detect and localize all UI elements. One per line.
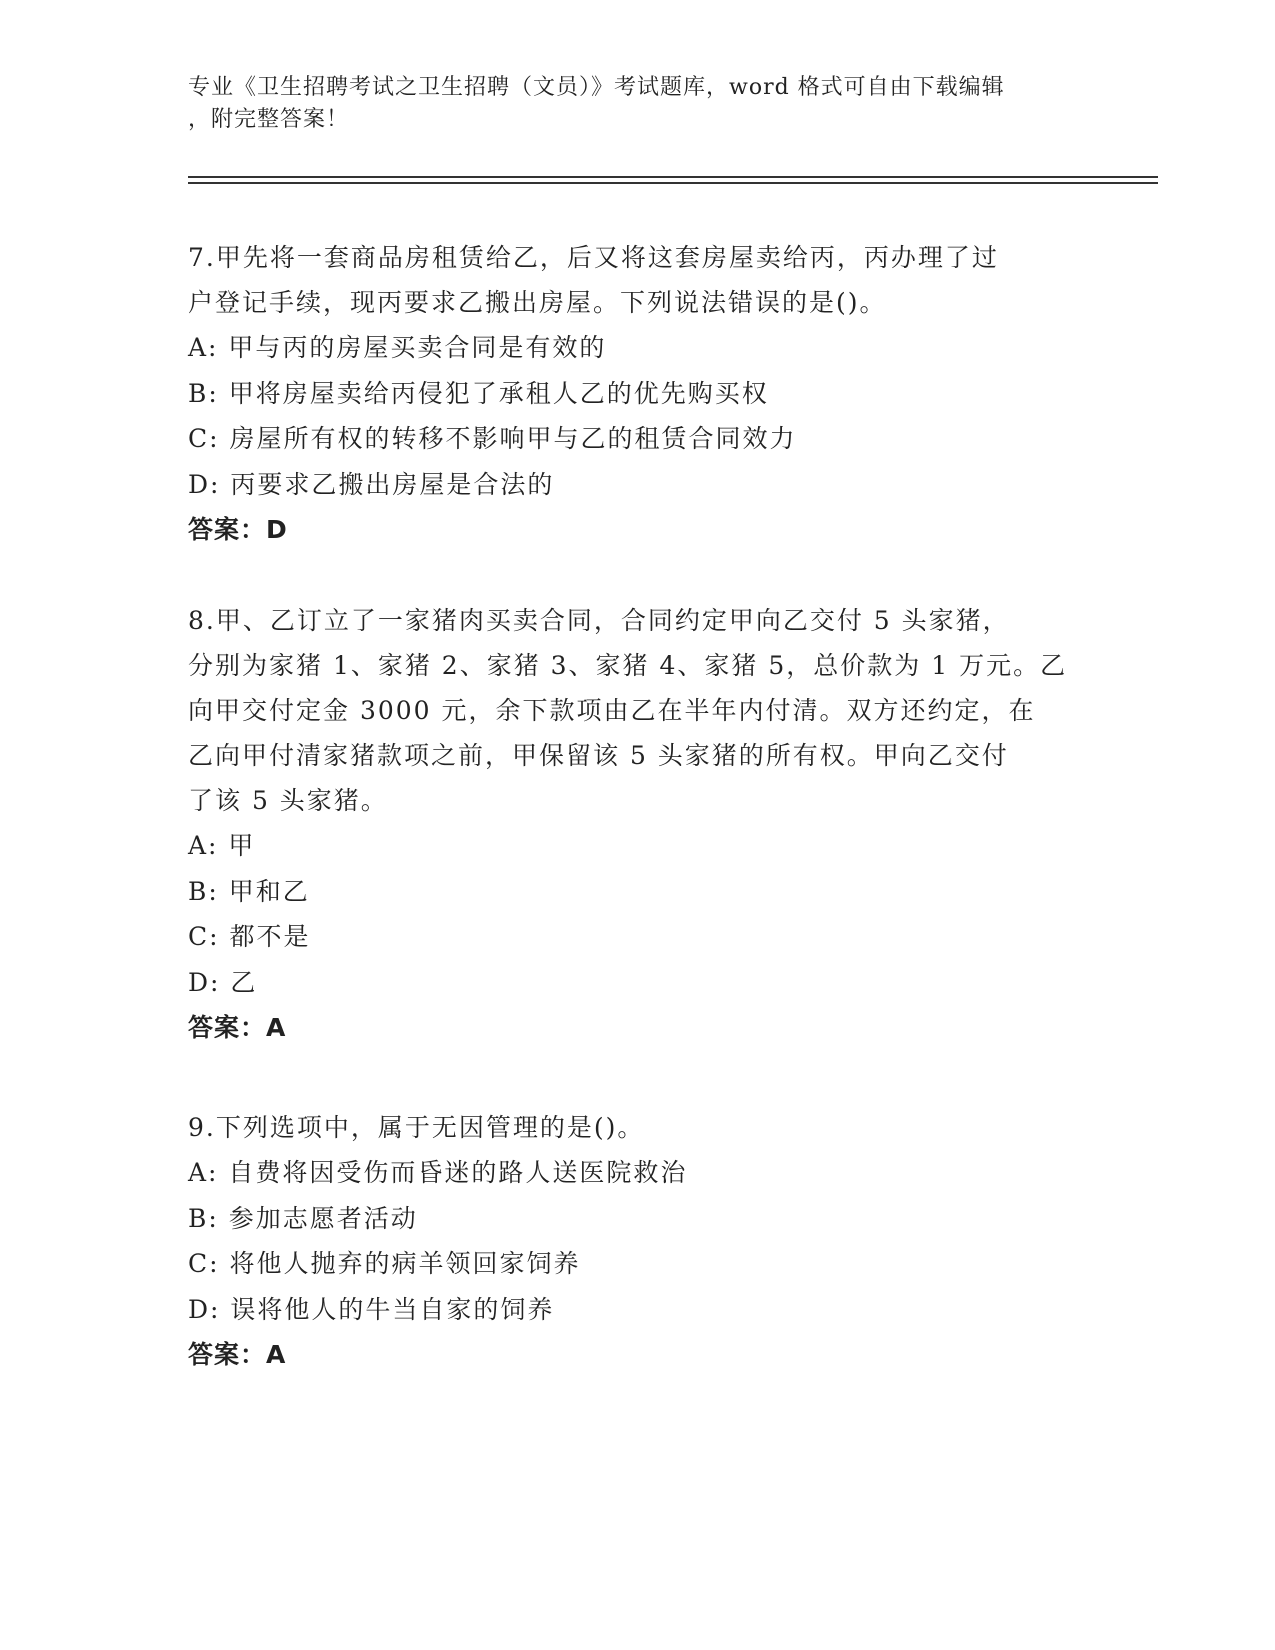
question-7 bbox=[188, 235, 1088, 553]
question-stem-line: 了该 5 头家猪。 bbox=[188, 786, 388, 815]
question-9 bbox=[188, 1105, 1088, 1378]
question-stem-line: 乙向甲付清家猪款项之前，甲保留该 5 头家猪的所有权。甲向乙交付 bbox=[188, 741, 1009, 770]
option-a: A: 自费将因受伤而昏迷的路人送医院救治 bbox=[188, 1158, 688, 1187]
header-line-1: 专业《卫生招聘考试之卫生招聘（文员）》考试题库，word 格式可自由下载编辑 bbox=[188, 75, 1005, 100]
option-a: A: 甲 bbox=[188, 831, 256, 860]
answer: 答案：A bbox=[188, 1340, 287, 1369]
option-c: C: 都不是 bbox=[188, 922, 311, 951]
option-b: B: 甲和乙 bbox=[188, 876, 310, 906]
option-c: C: 房屋所有权的转移不影响甲与乙的租赁合同效力 bbox=[188, 424, 797, 453]
header-divider-bottom bbox=[188, 182, 1158, 184]
option-d: D: 丙要求乙搬出房屋是合法的 bbox=[188, 469, 555, 499]
option-b: B: 参加志愿者活动 bbox=[188, 1203, 418, 1233]
question-stem-line: 向甲交付定金 3000 元，余下款项由乙在半年内付清。双方还约定，在 bbox=[188, 696, 1036, 725]
option-c: C: 将他人抛弃的病羊领回家饲养 bbox=[188, 1249, 581, 1278]
question-stem-line: 8.甲、乙订立了一家猪肉买卖合同，合同约定甲向乙交付 5 头家猪， bbox=[188, 606, 1010, 635]
option-b: B: 甲将房屋卖给丙侵犯了承租人乙的优先购买权 bbox=[188, 378, 769, 408]
question-stem-line: 户登记手续，现丙要求乙搬出房屋。下列说法错误的是()。 bbox=[188, 288, 887, 317]
header-divider-top bbox=[188, 176, 1158, 178]
document-header bbox=[188, 72, 1088, 136]
header-line-2: ，附完整答案！ bbox=[188, 107, 350, 132]
question-stem-line: 9.下列选项中，属于无因管理的是()。 bbox=[188, 1113, 645, 1142]
question-stem-line: 7.甲先将一套商品房租赁给乙，后又将这套房屋卖给丙，丙办理了过 bbox=[188, 243, 999, 272]
question-8 bbox=[188, 598, 1088, 1051]
answer: 答案：D bbox=[188, 515, 288, 544]
option-d: D: 误将他人的牛当自家的饲养 bbox=[188, 1294, 555, 1324]
option-d: D: 乙 bbox=[188, 967, 258, 997]
option-a: A: 甲与丙的房屋买卖合同是有效的 bbox=[188, 333, 607, 362]
question-stem-line: 分别为家猪 1、家猪 2、家猪 3、家猪 4、家猪 5，总价款为 1 万元。乙 bbox=[188, 651, 1068, 680]
answer: 答案：A bbox=[188, 1013, 287, 1042]
